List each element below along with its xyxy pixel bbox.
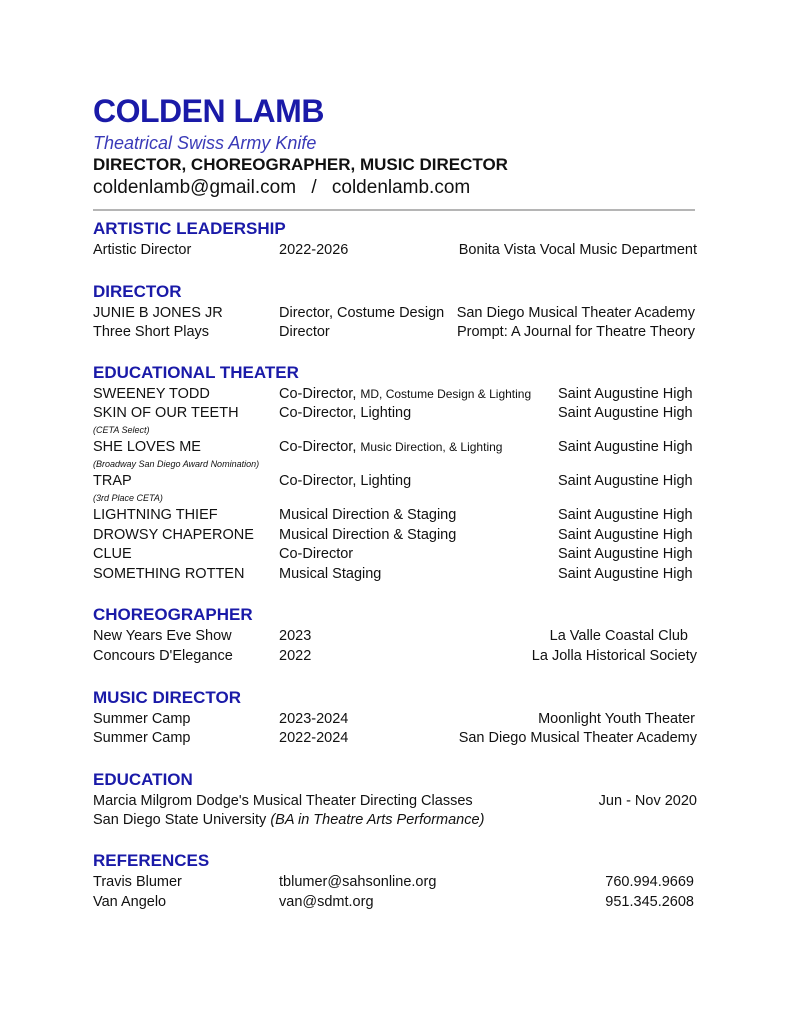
director-org: San Diego Musical Theater Academy [456,305,695,321]
director-role: Director [279,324,330,340]
edu-role-detail: MD, Costume Design & Lighting [360,387,532,401]
edu-role: Musical Direction & Staging [279,527,457,543]
edu-role-main: Co-Director, [279,386,357,402]
roles-heading: DIRECTOR, CHOREOGRAPHER, MUSIC DIRECTOR [93,155,508,174]
education-entry: Marcia Milgrom Dodge's Musical Theater Directing Classes [93,793,473,809]
tagline: Theatrical Swiss Army Knife [93,133,317,153]
reference-email[interactable]: tblumer@sahsonline.org [279,874,437,890]
section-title-education: EDUCATION [93,770,193,789]
director-show: JUNIE B JONES JR [93,305,223,321]
edu-role [279,439,502,455]
education-degree: (BA in Theatre Arts Performance) [270,812,485,828]
choreo-year: 2022 [279,648,312,664]
reference-name: Travis Blumer [93,874,182,890]
artistic-year: 2022-2026 [279,242,349,258]
edu-note: (3rd Place CETA) [93,493,163,503]
music-org: San Diego Musical Theater Academy [458,730,697,746]
edu-role: Musical Direction & Staging [279,507,457,523]
choreo-org: La Valle Coastal Club [549,628,688,644]
edu-org: Saint Augustine High [558,527,693,543]
section-title-references: REFERENCES [93,851,210,870]
email-link[interactable]: coldenlamb@gmail.com [93,177,297,198]
edu-org: Saint Augustine High [558,473,693,489]
section-title-director: DIRECTOR [93,282,182,301]
edu-role: Co-Director [279,546,354,562]
contact-line [93,177,470,199]
director-role: Director, Costume Design [279,305,445,321]
edu-show: DROWSY CHAPERONE [93,527,254,543]
music-org: Moonlight Youth Theater [538,711,695,727]
edu-org: Saint Augustine High [558,566,693,582]
edu-org: Saint Augustine High [558,546,693,562]
edu-show: SOMETHING ROTTEN [93,566,245,582]
director-show: Three Short Plays [93,324,210,340]
choreo-year: 2023 [279,628,312,644]
reference-phone: 951.345.2608 [605,894,694,910]
music-year: 2023-2024 [279,711,349,727]
artistic-role: Artistic Director [93,242,192,258]
edu-show: SHE LOVES ME [93,439,201,455]
edu-role: Co-Director, Lighting [279,473,412,489]
edu-role [279,386,531,402]
edu-show: LIGHTNING THIEF [93,507,218,523]
edu-show: CLUE [93,546,132,562]
section-title-music-director: MUSIC DIRECTOR [93,688,241,707]
choreo-org: La Jolla Historical Society [531,648,697,664]
edu-org: Saint Augustine High [558,439,693,455]
reference-phone: 760.994.9669 [605,874,694,890]
artistic-org: Bonita Vista Vocal Music Department [458,242,697,258]
section-title-educational-theater: EDUCATIONAL THEATER [93,363,299,382]
director-org: Prompt: A Journal for Theatre Theory [456,324,695,340]
reference-name: Van Angelo [93,894,167,910]
choreo-event: Concours D'Elegance [93,648,233,664]
music-event: Summer Camp [93,711,191,727]
edu-show: SWEENEY TODD [93,386,210,402]
edu-note: (CETA Select) [93,425,150,435]
section-title-choreographer: CHOREOGRAPHER [93,605,253,624]
edu-role-main: Co-Director, [279,439,357,455]
education-entry [93,812,484,828]
edu-role: Musical Staging [279,566,382,582]
edu-org: Saint Augustine High [558,405,693,421]
education-school: San Diego State University [93,812,267,828]
reference-email[interactable]: van@sdmt.org [279,894,374,910]
edu-note: (Broadway San Diego Award Nomination) [93,459,260,469]
choreo-event: New Years Eve Show [93,628,232,644]
website-link[interactable]: coldenlamb.com [331,177,471,198]
resume-name: COLDEN LAMB [93,93,324,129]
edu-org: Saint Augustine High [558,507,693,523]
header-divider [93,209,695,211]
education-date: Jun - Nov 2020 [598,793,697,809]
music-year: 2022-2024 [279,730,349,746]
edu-org: Saint Augustine High [558,386,693,402]
edu-show: SKIN OF OUR TEETH [93,405,239,421]
edu-show: TRAP [93,473,132,489]
section-title-artistic-leadership: ARTISTIC LEADERSHIP [93,219,286,238]
contact-separator: / [311,177,317,198]
music-event: Summer Camp [93,730,191,746]
edu-role-detail: Music Direction, & Lighting [360,440,503,454]
edu-role: Co-Director, Lighting [279,405,412,421]
